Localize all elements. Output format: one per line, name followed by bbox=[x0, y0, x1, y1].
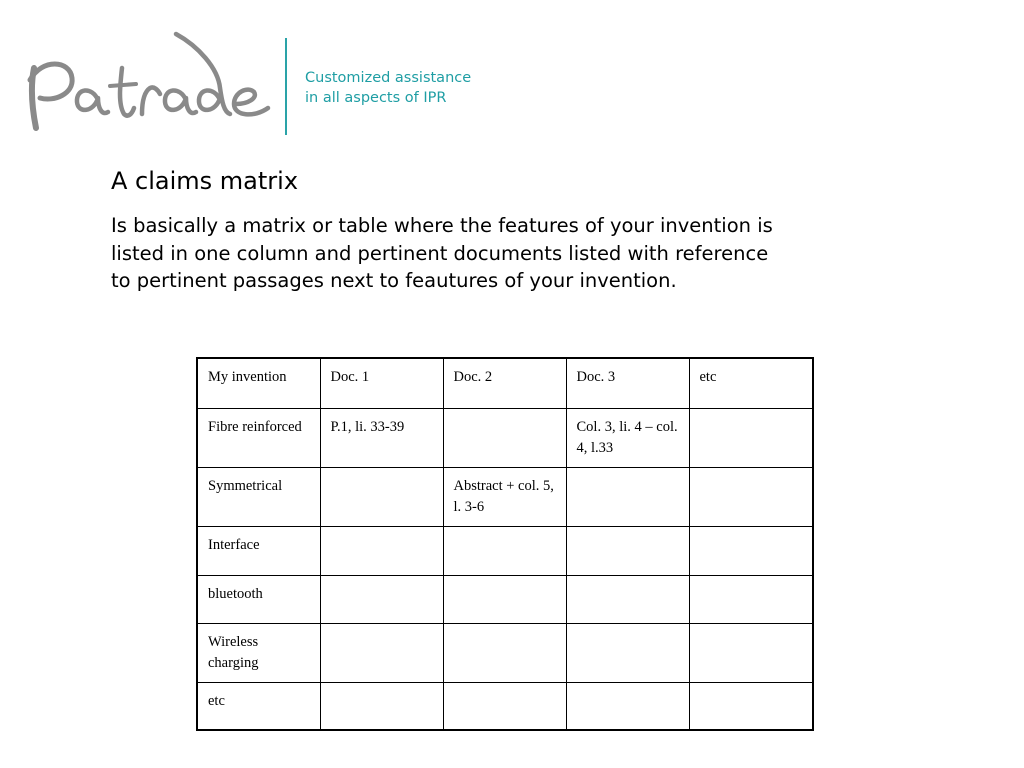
table-row bbox=[197, 408, 813, 467]
header-cell: My invention bbox=[197, 358, 320, 408]
feature-cell: etc bbox=[197, 682, 320, 730]
intro-paragraph bbox=[111, 212, 911, 295]
feature-cell: bluetooth bbox=[197, 575, 320, 623]
feature-cell: Fibre reinforced bbox=[197, 408, 320, 467]
table-cell: Col. 3, li. 4 – col. 4, l.33 bbox=[566, 408, 689, 467]
feature-cell: Symmetrical bbox=[197, 467, 320, 526]
intro-line-1: Is basically a matrix or table where the features of your invention is bbox=[111, 214, 773, 237]
feature-cell: Wireless charging bbox=[197, 623, 320, 682]
table-cell bbox=[320, 526, 443, 575]
table-cell: Abstract + col. 5, l. 3-6 bbox=[443, 467, 566, 526]
table-cell bbox=[320, 623, 443, 682]
table-cell bbox=[566, 526, 689, 575]
intro-line-3: to pertinent passages next to feautures of your invention. bbox=[111, 269, 677, 292]
intro-line-2: listed in one column and pertinent documents listed with reference bbox=[111, 241, 769, 265]
table-cell bbox=[689, 575, 813, 623]
header-cell: etc bbox=[689, 358, 813, 408]
table-cell bbox=[443, 526, 566, 575]
table-cell bbox=[689, 682, 813, 730]
header-divider bbox=[285, 38, 287, 135]
table-cell bbox=[443, 623, 566, 682]
table-row bbox=[197, 467, 813, 526]
table-cell bbox=[320, 682, 443, 730]
table-row bbox=[197, 526, 813, 575]
table-header-row bbox=[197, 358, 813, 408]
table-cell bbox=[566, 682, 689, 730]
header-cell: Doc. 1 bbox=[320, 358, 443, 408]
table-cell bbox=[320, 467, 443, 526]
table-cell bbox=[689, 526, 813, 575]
table-cell bbox=[320, 575, 443, 623]
header-cell: Doc. 2 bbox=[443, 358, 566, 408]
tagline bbox=[305, 68, 471, 108]
table-cell bbox=[566, 467, 689, 526]
table-cell bbox=[689, 408, 813, 467]
table-cell bbox=[443, 408, 566, 467]
tagline-line-2: in all aspects of IPR bbox=[305, 90, 447, 106]
feature-cell: Interface bbox=[197, 526, 320, 575]
table-cell bbox=[443, 682, 566, 730]
table-row bbox=[197, 575, 813, 623]
table-row bbox=[197, 623, 813, 682]
table-cell: P.1, li. 33-39 bbox=[320, 408, 443, 467]
header-cell: Doc. 3 bbox=[566, 358, 689, 408]
table-cell bbox=[566, 623, 689, 682]
table-row bbox=[197, 682, 813, 730]
claims-matrix-table bbox=[196, 357, 814, 731]
table-cell bbox=[689, 467, 813, 526]
table-cell bbox=[689, 623, 813, 682]
patrade-logo bbox=[22, 28, 277, 138]
table-cell bbox=[443, 575, 566, 623]
tagline-line-1: Customized assistance bbox=[305, 70, 472, 86]
table-cell bbox=[566, 575, 689, 623]
slide-title: A claims matrix bbox=[111, 167, 299, 195]
